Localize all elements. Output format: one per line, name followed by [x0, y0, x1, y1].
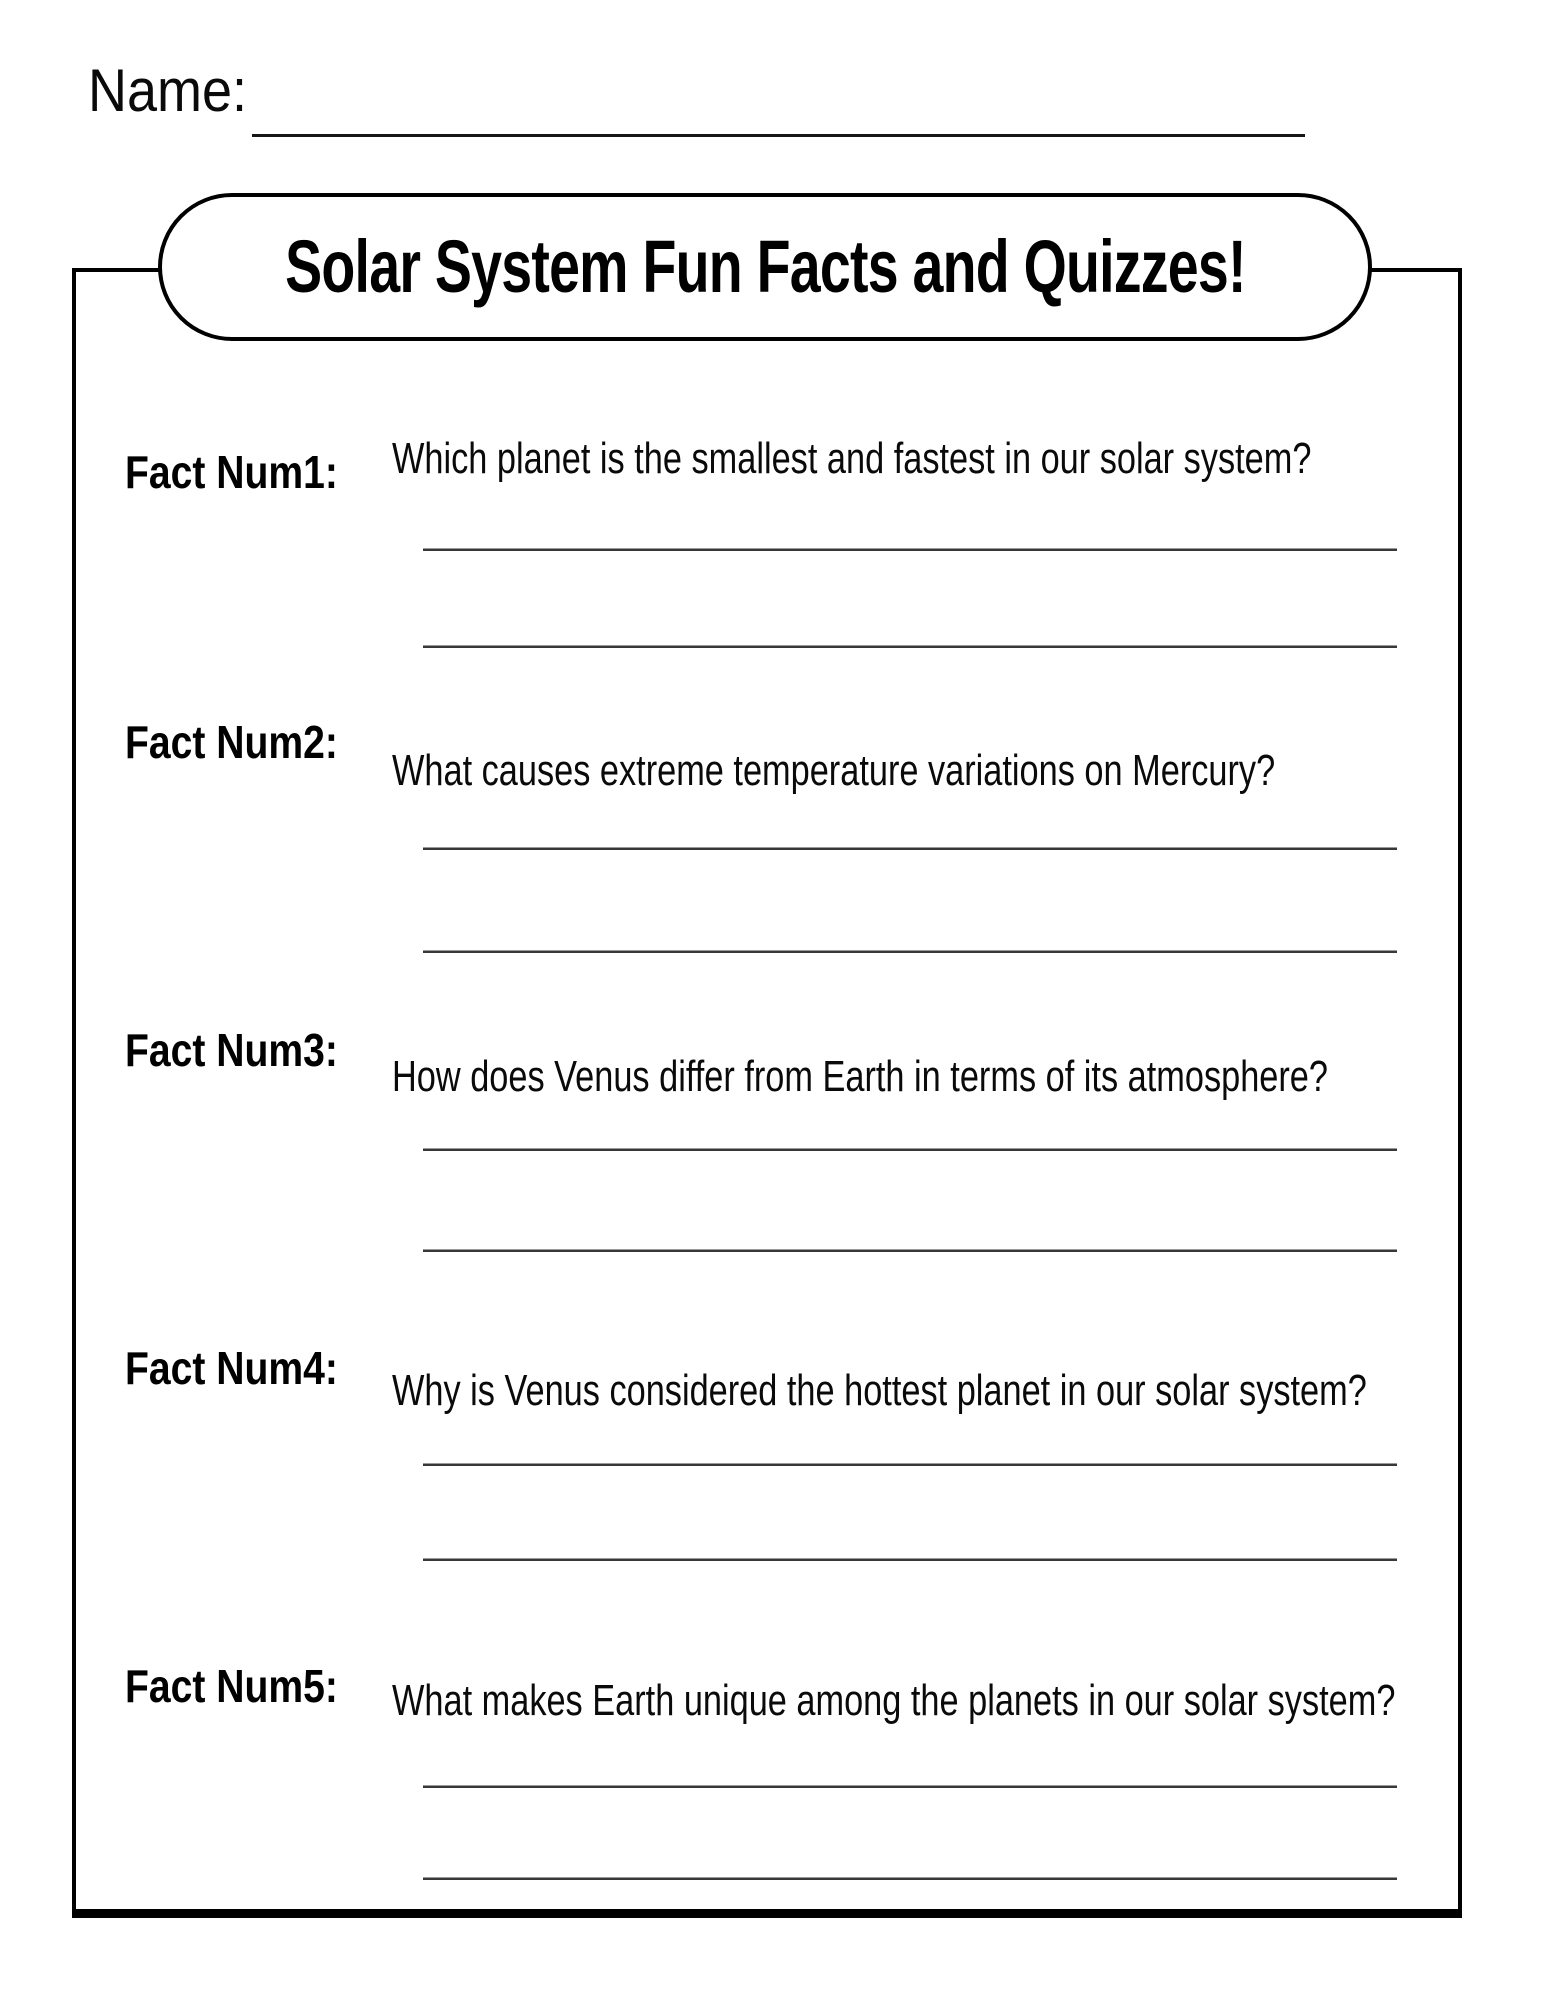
fact-4-label: Fact Num4:	[125, 1342, 338, 1394]
fact-1-answer-line-2[interactable]	[423, 645, 1397, 648]
fact-5-label: Fact Num5:	[125, 1660, 338, 1712]
fact-3-label: Fact Num3:	[125, 1024, 338, 1076]
fact-4-question: Why is Venus considered the hottest planet in our solar system?	[392, 1366, 1367, 1415]
title-banner	[158, 193, 1372, 341]
fact-4-answer-line-1[interactable]	[423, 1463, 1397, 1466]
fact-2-answer-line-1[interactable]	[423, 847, 1397, 850]
fact-3-answer-line-2[interactable]	[423, 1249, 1397, 1252]
fact-5-answer-line-1[interactable]	[423, 1785, 1397, 1788]
fact-4-answer-line-2[interactable]	[423, 1558, 1397, 1561]
fact-5-answer-line-2[interactable]	[423, 1877, 1397, 1880]
name-write-line[interactable]	[252, 134, 1305, 137]
fact-2-answer-line-2[interactable]	[423, 950, 1397, 953]
page-title: Solar System Fun Facts and Quizzes!	[284, 225, 1246, 308]
fact-3-answer-line-1[interactable]	[423, 1148, 1397, 1151]
fact-5-question: What makes Earth unique among the planets in our solar system?	[392, 1676, 1396, 1725]
fact-1-label: Fact Num1:	[125, 446, 338, 498]
fact-3-question: How does Venus differ from Earth in terms of its atmosphere?	[392, 1052, 1328, 1101]
fact-2-question: What causes extreme temperature variations on Mercury?	[392, 746, 1276, 795]
name-label: Name:	[88, 57, 248, 124]
fact-2-label: Fact Num2:	[125, 716, 338, 768]
fact-1-answer-line-1[interactable]	[423, 548, 1397, 551]
fact-1-question: Which planet is the smallest and fastest in our solar system?	[392, 434, 1312, 483]
